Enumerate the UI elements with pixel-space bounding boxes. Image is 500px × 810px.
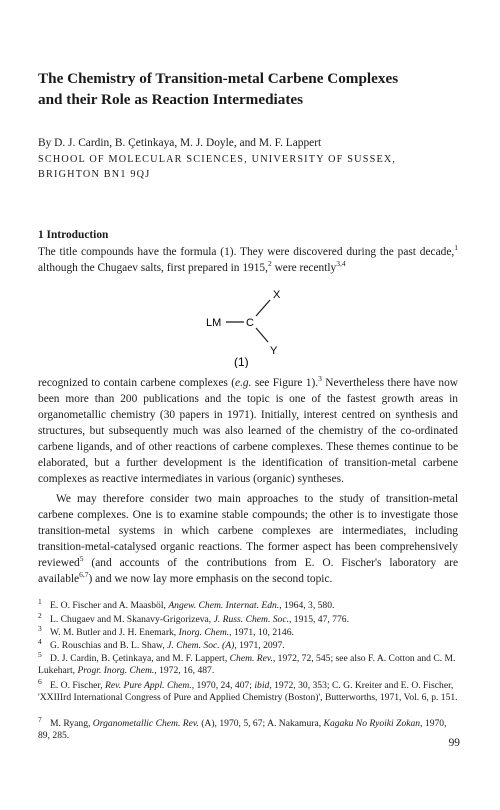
section-heading: 1 Introduction <box>38 229 109 241</box>
para1-text-a: The title compounds have the formula (1). They were discovered during the past decade, <box>38 246 455 258</box>
footnote-1: $^1$ E. O. Fischer and A. Maasböl, Angew. Chem. Internat. Edn., 1964, 3, 580. <box>38 596 335 611</box>
bond-c-y <box>256 328 268 342</box>
ref-3: 3 <box>318 374 322 384</box>
affiliation <box>38 152 396 182</box>
para1-text-c: were recently <box>271 262 337 274</box>
para3-text-b: (and accounts of the contributions from E. O. Fischer's laboratory are available <box>38 557 458 585</box>
structure-y: Y <box>270 345 278 357</box>
para3-text-c: ) and we now lay more emphasis on the second topic. <box>88 573 333 585</box>
para1-text-b: although the Chugaev salts, first prepared in 1915, <box>38 262 268 274</box>
affiliation-line-1: SCHOOL OF MOLECULAR SCIENCES, UNIVERSITY OF SUSSEX, <box>38 154 397 165</box>
ref-6-7: 6,7 <box>79 570 89 580</box>
ref-3-4: 3,4 <box>336 259 346 269</box>
paragraph-1 <box>38 244 458 276</box>
para3-text-a: We may therefore consider two main approaches to the study of transition-metal carbene complexes. One is to examine stable compounds; the other is to investigate those transition-metal systems in which carbene complexes are intermediates, including transition-metal-catalysed organic reactions. The former aspect has been comprehensively reviewed <box>38 493 458 569</box>
ref-1: 1 <box>454 243 458 253</box>
footnote-2: $^2$ L. Chugaev and M. Skanavy-Grigorizeva, J. Russ. Chem. Soc., 1915, 47, 776. <box>38 610 349 625</box>
footnote-7: $^7$ M. Ryang, Organometallic Chem. Rev. (A), 1970, 5, 67; A. Nakamura, Kagaku No Ryoiki Zokan, 1970, 89, 285. <box>38 714 447 742</box>
title-line-1: The Chemistry of Transition-metal Carbene Complexes <box>38 70 399 87</box>
structure-x: X <box>273 289 281 301</box>
page-number: 99 <box>448 737 460 749</box>
chemical-structure-1 <box>194 282 304 368</box>
authors: By D. J. Cardin, B. Çetinkaya, M. J. Doyle, and M. F. Lappert <box>38 137 322 149</box>
para2-text-a: recognized to contain carbene complexes ( <box>38 377 236 389</box>
structure-c: C <box>246 317 254 329</box>
ref-5: 5 <box>79 554 84 564</box>
paragraph-2 <box>38 375 458 487</box>
bond-c-x <box>256 300 270 316</box>
paragraph-3 <box>38 491 458 587</box>
structure-label: (1) <box>234 355 249 368</box>
footnote-3: $^3$ W. M. Butler and J. H. Enemark, Inorg. Chem., 1971, 10, 2146. <box>38 623 294 638</box>
affiliation-line-2: BRIGHTON BN1 9QJ <box>38 169 151 180</box>
para2-eg: e.g. <box>235 377 252 389</box>
para2-text-b: see Figure 1). <box>251 377 319 389</box>
article-title <box>38 68 478 110</box>
footnote-5: $^5$ D. J. Cardin, B. Çetinkaya, and M. F. Lappert, Chem. Rev., 1972, 72, 545; see also F. A. Cotton and C. M. Lukehart, Progr. Inorg. Chem., 1972, 16, 487. <box>38 649 456 677</box>
ref-2: 2 <box>267 259 272 269</box>
footnote-4: $^4$ G. Rouschias and B. L. Shaw, J. Chem. Soc. (A), 1971, 2097. <box>38 636 285 651</box>
footnote-6: $^6$ E. O. Fischer, Rev. Pure Appl. Chem., 1970, 24, 407; ibid, 1972, 30, 353; C. G. Kreiter and E. O. Fischer, 'XXIIIrd International Congress of Pure and Applied Chemistry (Boston)', Butterworths, 1971, Vol. 6, p. 151. <box>38 676 458 704</box>
title-line-2: and their Role as Reaction Intermediates <box>38 91 304 108</box>
structure-lm: LM <box>206 317 222 329</box>
para2-text-c: Nevertheless there have now been more than 200 publications and the topic is one of the fastest growth areas in organometallic chemistry (30 papers in 1971). Initially, interest centred on synthesis and structures, but subsequently much was also learned of the chemistry of the co-ordinated carbene ligands, and of other reactions of carbene complexes. These themes continue to be elaborated, but a further development is the identification of transition-metal carbene complexes as reactive intermediates in various (organic) syntheses. <box>38 377 458 485</box>
